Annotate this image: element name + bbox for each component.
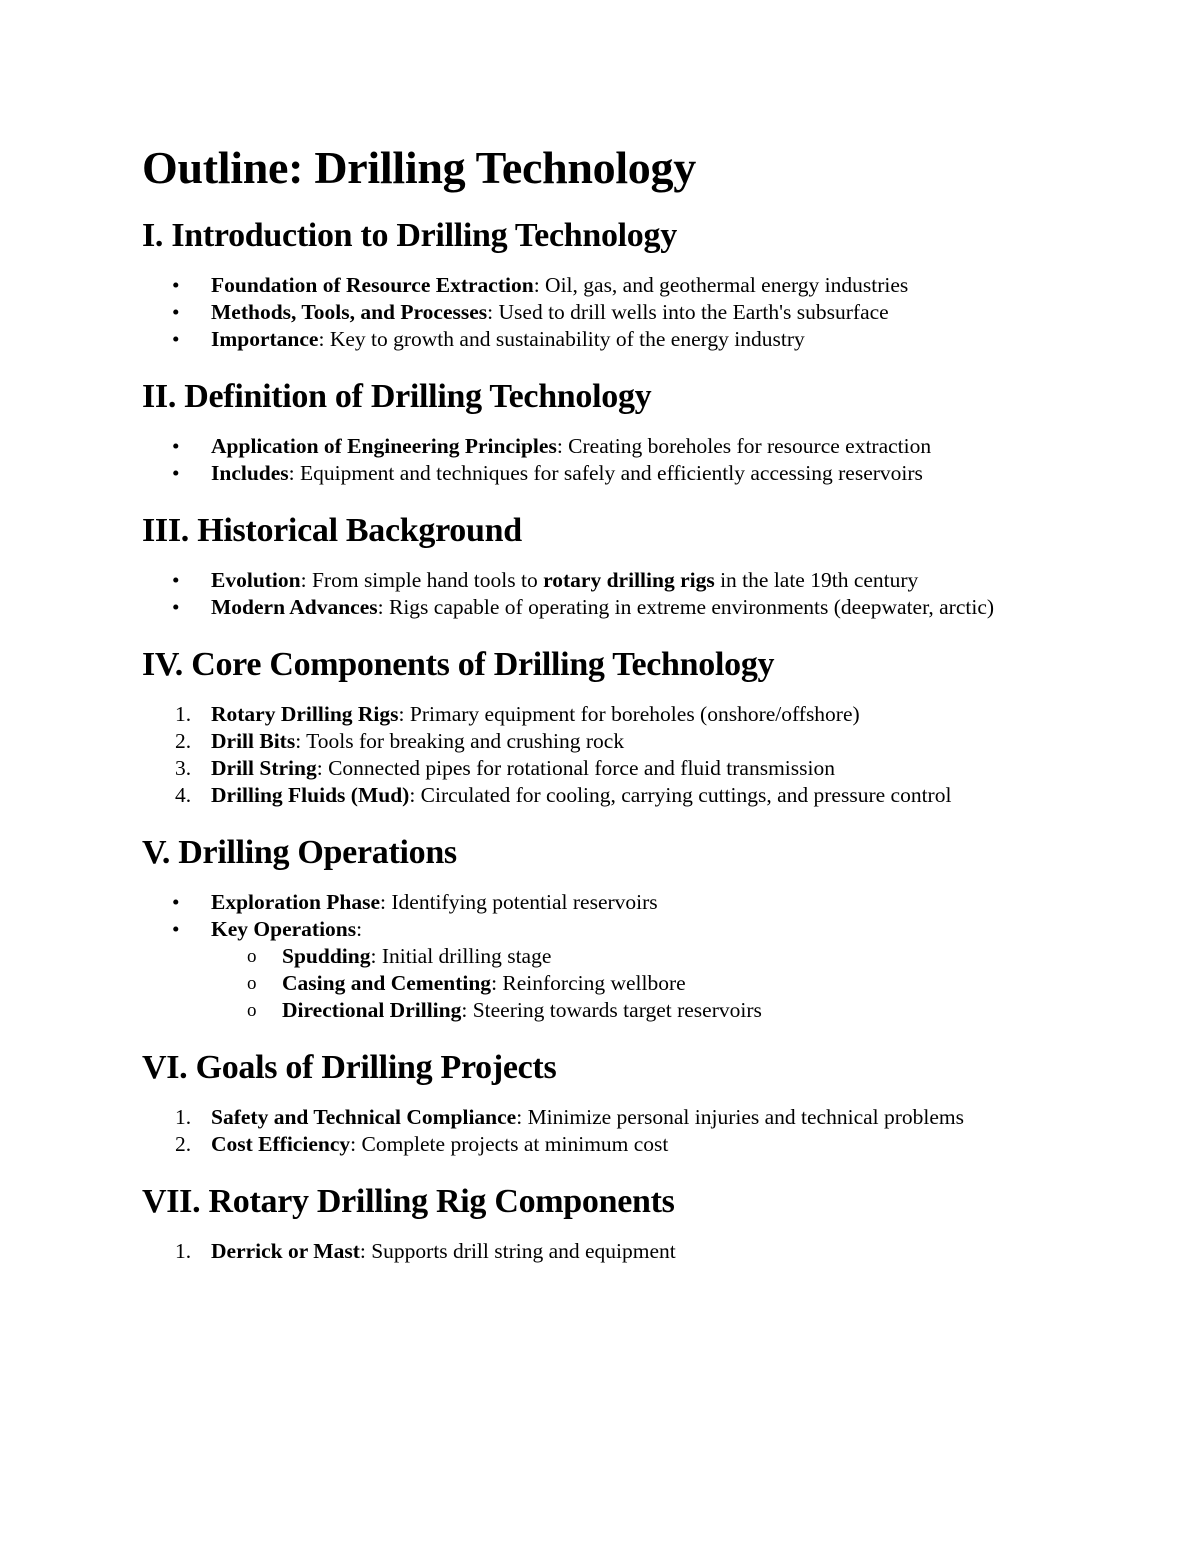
bullet-list-operations: [142, 889, 1102, 1024]
sub-list-item: [211, 997, 1042, 1024]
bullet-marker: •: [172, 273, 180, 297]
list-item: [142, 1104, 1102, 1131]
section-heading-introduction: I. Introduction to Drilling Technology: [142, 217, 677, 254]
item-term: Derrick or Mast: [211, 1239, 360, 1263]
bullet-list-definition: [142, 433, 1102, 487]
numbered-list-rig-components: [142, 1238, 1102, 1265]
sub-bullet-marker: o: [247, 973, 257, 994]
item-term: Cost Efficiency: [211, 1132, 351, 1156]
item-text: : Primary equipment for boreholes (onshore/offshore): [398, 702, 860, 726]
bullet-marker: •: [172, 327, 180, 351]
item-term: Spudding: [282, 944, 371, 968]
item-text: : Supports drill string and equipment: [359, 1239, 676, 1263]
list-item: [142, 272, 1102, 299]
section-heading-history: III. Historical Background: [142, 512, 522, 549]
section-heading-definition: II. Definition of Drilling Technology: [142, 378, 652, 415]
numbered-list-goals: [142, 1104, 1102, 1158]
item-term: Rotary Drilling Rigs: [211, 702, 399, 726]
number-marker: 1.: [175, 1239, 192, 1263]
item-term: Importance: [211, 327, 319, 351]
section-heading-operations: V. Drilling Operations: [142, 834, 457, 871]
item-text: : Tools for breaking and crushing rock: [295, 729, 625, 753]
section-heading-goals: VI. Goals of Drilling Projects: [142, 1049, 557, 1086]
list-item: [142, 916, 1102, 1024]
item-text: : Key to growth and sustainability of the energy industry: [318, 327, 805, 351]
sub-list-item: [211, 970, 1042, 997]
section-heading-core-components: IV. Core Components of Drilling Technology: [142, 646, 775, 683]
item-text: : Circulated for cooling, carrying cuttings, and pressure control: [409, 783, 952, 807]
bullet-marker: •: [172, 595, 180, 619]
list-item: [142, 433, 1102, 460]
item-text: : Identifying potential reservoirs: [380, 890, 658, 914]
number-marker: 1.: [175, 1105, 192, 1129]
item-term: Methods, Tools, and Processes: [211, 300, 488, 324]
item-term: Exploration Phase: [211, 890, 381, 914]
item-text: : Reinforcing wellbore: [491, 971, 686, 995]
item-term: Evolution: [211, 568, 301, 592]
list-item: [142, 1238, 1102, 1265]
item-text: : Rigs capable of operating in extreme environments (deepwater, arctic): [377, 595, 995, 619]
list-item: [142, 782, 1102, 809]
item-term: Casing and Cementing: [282, 971, 492, 995]
bullet-marker: •: [172, 917, 180, 941]
item-term: Directional Drilling: [282, 998, 462, 1022]
list-item: [142, 701, 1102, 728]
item-text: : Used to drill wells into the Earth's subsurface: [487, 300, 889, 324]
item-text: : Creating boreholes for resource extraction: [556, 434, 932, 458]
list-item: [142, 728, 1102, 755]
item-text: : From simple hand tools to: [300, 568, 544, 592]
list-item: [142, 299, 1102, 326]
sub-bullet-marker: o: [247, 946, 257, 967]
item-term: Includes: [211, 461, 289, 485]
number-marker: 3.: [175, 756, 192, 780]
list-item: [142, 594, 1102, 621]
bullet-list-history: [142, 567, 1102, 621]
item-text: : Oil, gas, and geothermal energy industries: [533, 273, 909, 297]
bullet-marker: •: [172, 890, 180, 914]
item-text: in the late 19th century: [714, 568, 919, 592]
bullet-marker: •: [172, 300, 180, 324]
item-term: Drilling Fluids (Mud): [211, 783, 410, 807]
item-term-inline: rotary drilling rigs: [543, 568, 715, 592]
item-text: : Complete projects at minimum cost: [350, 1132, 669, 1156]
section-heading-rig-components: VII. Rotary Drilling Rig Components: [142, 1183, 675, 1220]
item-term: Safety and Technical Compliance: [211, 1105, 517, 1129]
sub-bullet-marker: o: [247, 1000, 257, 1021]
item-term: Foundation of Resource Extraction: [211, 273, 534, 297]
list-item: [142, 567, 1102, 594]
document-page: [142, 138, 1102, 1287]
list-item: [142, 1131, 1102, 1158]
item-text: : Equipment and techniques for safely and efficiently accessing reservoirs: [288, 461, 923, 485]
list-item: [142, 460, 1102, 487]
list-item: [142, 326, 1102, 353]
item-term: Drill Bits: [211, 729, 296, 753]
number-marker: 1.: [175, 702, 192, 726]
item-term: Application of Engineering Principles: [211, 434, 557, 458]
item-text: : Connected pipes for rotational force and fluid transmission: [316, 756, 835, 780]
list-item: [142, 755, 1102, 782]
sub-list-item: [211, 943, 1042, 970]
numbered-list-core-components: [142, 701, 1102, 809]
bullet-marker: •: [172, 461, 180, 485]
bullet-list-introduction: [142, 272, 1102, 353]
number-marker: 2.: [175, 729, 192, 753]
bullet-marker: •: [172, 434, 180, 458]
list-item: [142, 889, 1102, 916]
bullet-marker: •: [172, 568, 180, 592]
number-marker: 2.: [175, 1132, 192, 1156]
item-term: Modern Advances: [211, 595, 378, 619]
sub-bullet-list-key-operations: [211, 943, 1042, 1024]
item-text: : Minimize personal injuries and technical problems: [516, 1105, 965, 1129]
page-title: Outline: Drilling Technology: [142, 142, 696, 193]
item-term: Drill String: [211, 756, 317, 780]
item-term: Key Operations: [211, 917, 357, 941]
number-marker: 4.: [175, 783, 192, 807]
item-text: :: [356, 917, 363, 941]
item-text: : Steering towards target reservoirs: [461, 998, 762, 1022]
item-text: : Initial drilling stage: [370, 944, 552, 968]
